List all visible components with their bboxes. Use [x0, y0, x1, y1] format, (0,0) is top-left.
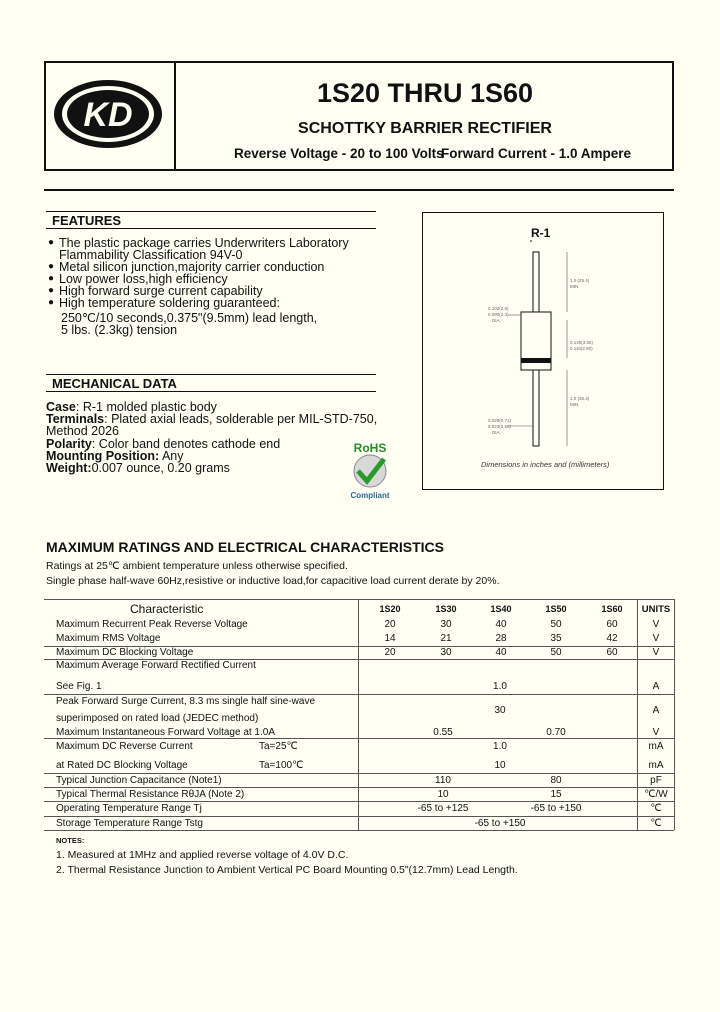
cell-unit: V [652, 619, 660, 630]
forward-current: Forward Current - 1.0 Ampere [441, 146, 632, 161]
cell-unit: V [652, 647, 660, 658]
bullet-icon: ● [48, 261, 55, 272]
bullet-icon: ● [48, 237, 55, 248]
features-heading: FEATURES [52, 213, 122, 228]
cell-value: 20 [384, 647, 396, 658]
row-label: Maximum RMS Voltage [56, 633, 161, 644]
col-part: 1S60 [601, 604, 623, 614]
rohs-logo [346, 441, 394, 501]
cell-value: 40 [495, 647, 507, 658]
table-rule [44, 801, 674, 802]
table-col-rule [358, 599, 359, 830]
cell-unit: mA [648, 760, 664, 771]
cell-value: 1.0 [493, 681, 507, 692]
package-name: R-1 [531, 226, 551, 240]
row-label: Storage Temperature Range Tstg [56, 818, 203, 829]
row-label: Maximum Recurrent Peak Reverse Voltage [56, 619, 248, 630]
feature-item-cont: 5 lbs. (2.3kg) tension [61, 323, 178, 337]
table-col-rule [674, 599, 675, 830]
cell-unit: V [652, 633, 660, 644]
row-label: Operating Temperature Range Tj [56, 803, 202, 814]
cell-unit: A [652, 705, 660, 716]
cell-value: 0.70 [546, 727, 566, 738]
cell-value: 20 [384, 619, 396, 630]
cell-value: 21 [440, 633, 452, 644]
table-rule [44, 816, 674, 817]
col-part: 1S20 [379, 604, 401, 614]
cell-value: 60 [606, 647, 618, 658]
table-rule [44, 599, 674, 600]
svg-text:0.028(0.71): 0.028(0.71) [488, 418, 512, 423]
mech-rule-bottom [46, 391, 376, 392]
svg-text:0.023(0.58): 0.023(0.58) [488, 424, 512, 429]
svg-text:DIA.: DIA. [492, 430, 501, 435]
col-units: UNITS [641, 604, 671, 615]
cell-value: 30 [440, 647, 452, 658]
cell-unit: ℃ [650, 803, 662, 814]
ratings-heading: MAXIMUM RATINGS AND ELECTRICAL CHARACTERISTICS [46, 539, 444, 555]
mechanical-heading: MECHANICAL DATA [52, 376, 177, 391]
reverse-voltage: Reverse Voltage - 20 to 100 Volts [234, 146, 444, 161]
cell-value: 30 [494, 705, 506, 716]
features-rule-bottom [46, 228, 376, 229]
svg-text:MIN.: MIN. [570, 284, 580, 289]
row-label: Maximum DC Blocking Voltage [56, 647, 194, 658]
cell-value: 10 [437, 789, 449, 800]
row-label: Peak Forward Surge Current, 8.3 ms single half sine-wave [56, 696, 316, 707]
row-label: at Rated DC Blocking Voltage [56, 760, 188, 771]
table-rule [44, 773, 674, 774]
table-rule [44, 830, 674, 831]
bullet-icon: ● [48, 297, 55, 308]
features-list [48, 237, 378, 336]
features-rule-top [46, 211, 376, 212]
cell-unit: A [652, 681, 660, 692]
svg-text:0.140(3.56): 0.140(3.56) [570, 340, 594, 345]
col-part: 1S30 [435, 604, 457, 614]
cell-value: 40 [495, 619, 507, 630]
svg-text:DIA.: DIA. [492, 318, 501, 323]
row-label: superimposed on rated load (JEDEC method) [56, 713, 259, 724]
rohs-title: RoHS [353, 441, 387, 455]
svg-text:0.110(2.80): 0.110(2.80) [570, 346, 593, 351]
row-label: Maximum Instantaneous Forward Voltage at 1.0A [56, 727, 276, 738]
device-type: SCHOTTKY BARRIER RECTIFIER [298, 120, 552, 137]
feature-item: ● High forward surge current capability [48, 284, 263, 298]
feature-item: ● Metal silicon junction,majority carrier conduction [48, 260, 325, 274]
ratings-note-2: Single phase half-wave 60Hz,resistive or inductive load,for capacitive load current derate by 20%. [46, 575, 500, 587]
cell-value: 0.55 [433, 727, 453, 738]
ratings-note-1: Ratings at 25℃ ambient temperature unless otherwise specified. [46, 560, 348, 572]
cell-value: 80 [550, 775, 562, 786]
table-rule [44, 738, 674, 739]
feature-item-cont: Flammability Classification 94V-0 [59, 248, 243, 262]
feature-item: ● The plastic package carries Underwriters Laboratory [48, 236, 349, 250]
row-condition: Ta=25℃ [259, 741, 298, 752]
cell-value: 10 [494, 760, 506, 771]
cell-value: 42 [606, 633, 618, 644]
feature-item: ● High temperature soldering guaranteed: [48, 296, 280, 310]
notes-heading: NOTES: [56, 836, 85, 845]
col-part: 1S40 [490, 604, 512, 614]
row-label: Typical Junction Capacitance (Note1) [56, 775, 222, 786]
cell-value: 15 [550, 789, 562, 800]
cell-value: 50 [550, 619, 562, 630]
row-label: Maximum DC Reverse Current [56, 741, 193, 752]
mech-rule-top [46, 374, 376, 375]
package-outline [478, 240, 628, 452]
svg-text:1.0 (25.4): 1.0 (25.4) [570, 278, 590, 283]
cell-value: -65 to +150 [530, 803, 582, 814]
svg-text:0.102(2.6): 0.102(2.6) [488, 306, 509, 311]
cell-unit: ℃/W [644, 789, 668, 800]
cell-value: 110 [435, 775, 451, 786]
feature-item-cont: 250℃/10 seconds,0.375"(9.5mm) lead length, [61, 311, 318, 325]
kd-logo [52, 78, 164, 150]
bullet-icon: ● [48, 285, 55, 296]
cell-unit: mA [648, 741, 664, 752]
note-1: 1. Measured at 1MHz and applied reverse voltage of 4.0V D.C. [56, 849, 349, 861]
cell-unit: V [652, 727, 660, 738]
cell-value: -65 to +125 [417, 803, 469, 814]
rohs-compliant: Compliant [350, 491, 390, 500]
note-2: 2. Thermal Resistance Junction to Ambient Vertical PC Board Mounting 0.5"(12.7mm) Lead Length. [56, 864, 518, 876]
cell-value: 60 [606, 619, 618, 630]
svg-text:1.0 (25.4): 1.0 (25.4) [570, 396, 590, 401]
bullet-icon: ● [48, 273, 55, 284]
header-rule [44, 189, 674, 191]
svg-text:MIN.: MIN. [570, 402, 580, 407]
cell-value: 50 [550, 647, 562, 658]
row-condition: Ta=100℃ [259, 760, 304, 771]
cell-value: 30 [440, 619, 452, 630]
dimension-note: Dimensions in inches and (millimeters) [481, 460, 610, 469]
svg-text:0.090(2.3): 0.090(2.3) [488, 312, 509, 317]
cell-value: 14 [384, 633, 396, 644]
logo-text: KD [83, 96, 133, 134]
cell-value: -65 to +150 [474, 818, 526, 829]
table-rule [44, 787, 674, 788]
row-label: Typical Thermal Resistance RθJA (Note 2) [56, 789, 245, 800]
col-characteristic: Characteristic [130, 602, 204, 616]
cell-unit: pF [650, 775, 662, 786]
page-title: 1S20 THRU 1S60 [316, 78, 534, 108]
cell-unit: ℃ [650, 818, 662, 829]
cell-value: 1.0 [493, 741, 507, 752]
row-label: See Fig. 1 [56, 681, 102, 692]
mechanical-data: Case: R-1 molded plastic body Terminals: Plated axial leads, solderable per MIL-STD-750, Method 2026 Polarity: Color band denotes cathode end Mounting Position: Any Weight:0.007 ounce, 0.20 grams [46, 400, 378, 476]
col-part: 1S50 [545, 604, 567, 614]
table-rule [44, 694, 674, 695]
cell-value: 28 [495, 633, 507, 644]
row-label: Maximum Average Forward Rectified Current [56, 660, 256, 671]
feature-item: ● Low power loss,high efficiency [48, 272, 228, 286]
cell-value: 35 [550, 633, 562, 644]
